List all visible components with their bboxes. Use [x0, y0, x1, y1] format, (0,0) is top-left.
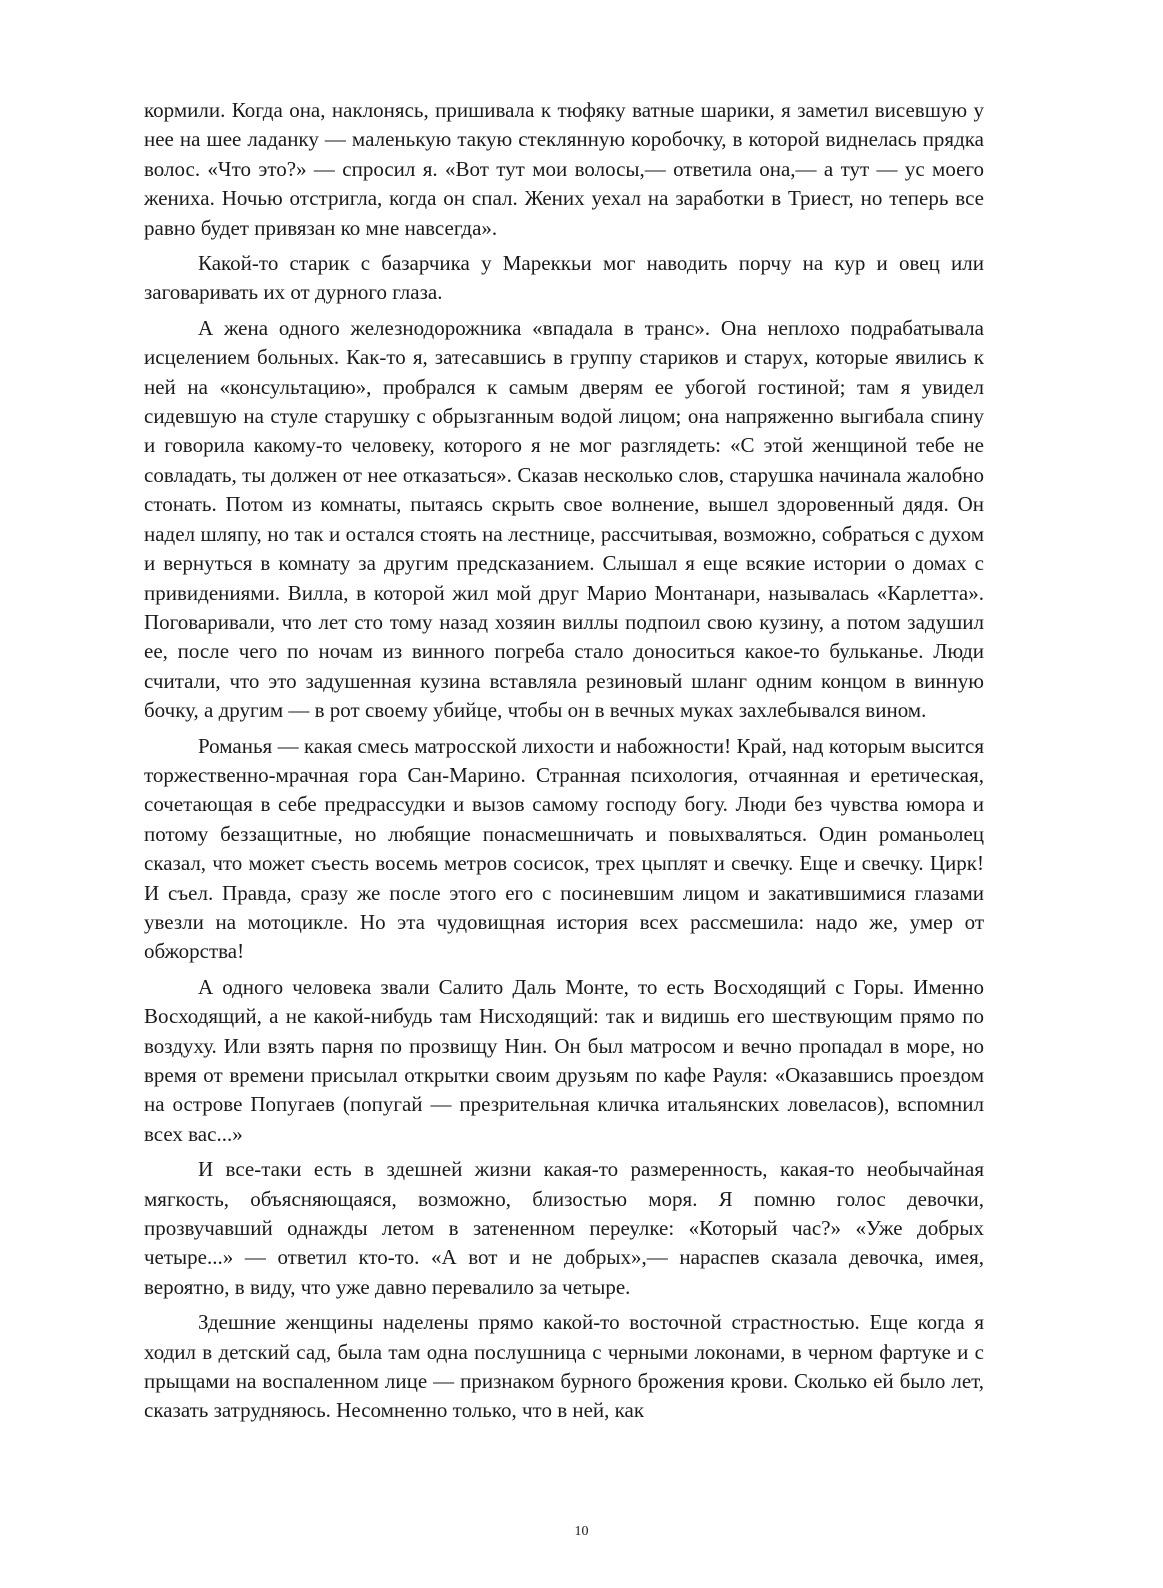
paragraph: Здешние женщины наделены прямо какой-то восточной страстностью. Еще когда я ходил в детский сад, была там одна послушница с черными локонами, в черном фартуке и с прыщами на воспаленном лице — признаком бурного брожения крови. Сколько ей было лет, сказать затрудняюсь. Несомненно только, что в ней, как [144, 1310, 984, 1423]
paragraph: Какой-то старик с базарчика у Мареккьи мог наводить порчу на кур и овец или заговаривать их от дурного глаза. [144, 251, 984, 305]
paragraph-continued: кормили. Когда она, наклонясь, пришивала к тюфяку ватные шарики, я заметил висевшую у нее на шее ладанку — маленькую такую стеклянную коробочку, в которой виднелась прядка волос. «Что это?» — спросил я. «Вот тут мои волосы,— ответила она,— а тут — ус моего жениха. Ночью отстригла, когда он спал. Жених уехал на заработки в Триест, но теперь все равно будет привязан ко мне навсегда». [144, 98, 984, 240]
body-text [144, 96, 984, 1432]
page-number: 10 [574, 1524, 589, 1539]
paragraph: А жена одного железнодорожника «впадала в транс». Она неплохо подрабатывала исцелением больных. Как-то я, затесавшись в группу стариков и старух, которые явились к ней на «консультацию», пробрался к самым дверям ее убогой гостиной; там я увидел сидевшую на стуле старушку с обрызганным водой лицом; она напряженно выгибала спину и говорила какому-то человеку, которого я не мог разглядеть: «С этой женщиной тебе не совладать, ты должен от нее отказаться». Сказав несколько слов, старушка начинала жалобно стонать. Потом из комнаты, пытаясь скрыть свое волнение, вышел здоровенный дядя. Он надел шляпу, но так и остался стоять на лестнице, рассчитывая, возможно, собраться с духом и вернуться в комнату за другим предсказанием. Слышал я еще всякие истории о домах с привидениями. Вилла, в которой жил мой друг Марио Монтанари, называлась «Карлетта». Поговаривали, что лет сто тому назад хозяин виллы подпоил свою кузину, а потом задушил ее, после чего по ночам из винного погреба стало доноситься какое-то бульканье. Люди считали, что это задушенная кузина вставляла резиновый шланг одним концом в винную бочку, а другим — в рот своему убийце, чтобы он в вечных муках захлебывался вином. [144, 315, 984, 723]
paragraph: Романья — какая смесь матросской лихости и набожности! Край, над которым высится торжественно-мрачная гора Сан-Марино. Странная психология, отчаянная и еретическая, сочетающая в себе предрассудки и вызов самому господу богу. Люди без чувства юмора и потому беззащитные, но любящие понасмешничать и повыхваляться. Один романьолец сказал, что может съесть восемь метров сосисок, трех цыплят и свечку. Еще и свечку. Цирк! И съел. Правда, сразу же после этого его с посиневшим лицом и закатившимися глазами увезли на мотоцикле. Но эта чудовищная история всех рассмешила: надо же, умер от обжорства! [144, 733, 984, 964]
paragraph: И все-таки есть в здешней жизни какая-то размеренность, какая-то необычайная мягкость, объясняющаяся, возможно, близостью моря. Я помню голос девочки, прозвучавший однажды летом в затененном переулке: «Который час?» «Уже добрых четыре...» — ответил кто-то. «А вот и не добрых»,— нараспев сказала девочка, имея, вероятно, в виду, что уже давно перевалило за четыре. [144, 1157, 984, 1299]
paragraph: А одного человека звали Салито Даль Монте, то есть Восходящий с Горы. Именно Восходящий, а не какой-нибудь там Нисходящий: так и видишь его шествующим прямо по воздуху. Или взять парня по прозвищу Нин. Он был матросом и вечно пропадал в море, но время от времени присылал открытки своим друзьям по кафе Рауля: «Оказавшись проездом на острове Попугаев (попугай — презрительная кличка итальянских ловеласов), вспомнил всех вас...» [144, 974, 984, 1146]
